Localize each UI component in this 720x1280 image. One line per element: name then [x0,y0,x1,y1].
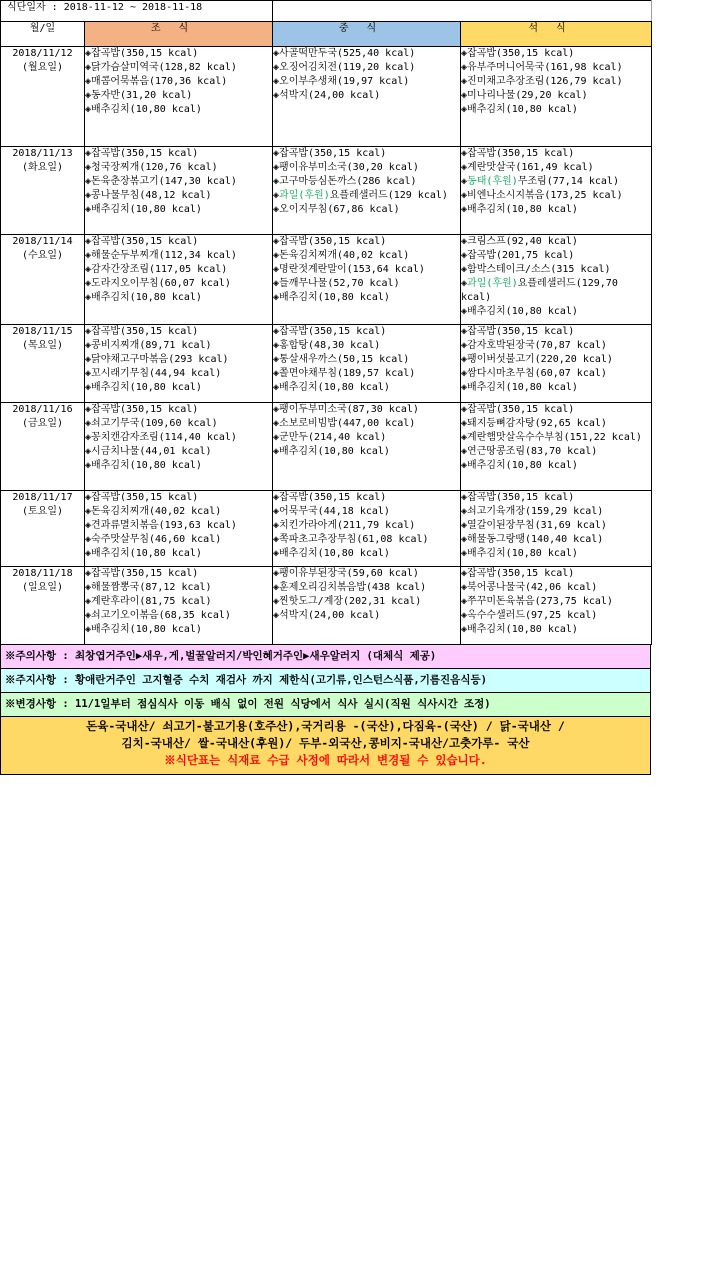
menu-item: ◈ 꼬시래기무침(44,94 kcal) [85,367,272,381]
period-cell [1,1,273,22]
lunch-header: 중식 [273,22,461,47]
menu-item: ◈ 배추김치(10,80 kcal) [461,203,651,217]
date-text: 2018/11/17 [12,492,73,503]
date-cell [1,325,85,403]
menu-item: ◈ 진미채고추장조림(126,79 kcal) [461,75,651,89]
menu-item: ◈ 잡곡밥(350,15 kcal) [461,567,651,581]
menu-item: ◈ 홍합탕(48,30 kcal) [273,339,460,353]
menu-item: ◈ 석박지(24,00 kcal) [273,89,460,103]
dinner-cell [461,47,652,147]
menu-item: ◈ 돼지등뼈감자탕(92,65 kcal) [461,417,651,431]
date-text: 2018/11/12 [12,48,73,59]
origin-warning: ※식단표는 식재료 수급 사정에 따라서 변경될 수 있습니다. [164,753,487,767]
menu-item: ◈ 돈육춘장볶고기(147,30 kcal) [85,175,272,189]
lunch-cell [273,403,461,491]
period-row [1,1,652,22]
weekday-text: (토요일) [21,506,64,517]
menu-item: ◈ 동자반(31,20 kcal) [85,89,272,103]
menu-item: ◈ 배추김치(10,80 kcal) [461,305,651,319]
weekday-text: (월요일) [21,62,64,73]
menu-item: ◈ 도라지오이무침(60,07 kcal) [85,277,272,291]
menu-item: ◈ 잡곡밥(350,15 kcal) [273,147,460,161]
date-cell [1,567,85,645]
menu-item: ◈ 쭈꾸미돈육볶음(273,75 kcal) [461,595,651,609]
day-row [1,147,652,235]
menu-item: ◈ 계란햄맛살옥수수부침(151,22 kcal) [461,431,651,445]
caution-note: ※주의사항 : 최창엽거주인▶새우,게,벌꿀알러지/박인혜거주인▶새우알러지 (대체식 제공) [0,645,651,669]
period-blank [273,1,652,22]
menu-item: ◈ 잡곡밥(350,15 kcal) [461,47,651,61]
menu-item: ◈ 배추김치(10,80 kcal) [85,203,272,217]
menu-item: ◈ 석박지(24,00 kcal) [273,609,460,623]
menu-item: ◈ 잡곡밥(350,15 kcal) [85,403,272,417]
menu-item: ◈ 사골떡만두국(525,40 kcal) [273,47,460,61]
menu-item: ◈ 계란후라이(81,75 kcal) [85,595,272,609]
weekday-text: (일요일) [21,582,64,593]
menu-item: ◈ 통살새우까스(50,15 kcal) [273,353,460,367]
date-text: 2018/11/15 [12,326,73,337]
dinner-cell [461,403,652,491]
breakfast-cell [85,147,273,235]
menu-item: ◈ 배추김치(10,80 kcal) [85,103,272,117]
dinner-header: 석식 [461,22,652,47]
menu-item: ◈ 쫄면야채무침(189,57 kcal) [273,367,460,381]
menu-item: ◈ 명란젓계란말이(153,64 kcal) [273,263,460,277]
change-note: ※변경사항 : 11/1일부터 점심식사 이동 배식 없이 전원 식당에서 식사 실시(직원 식사시간 조정) [0,693,651,717]
menu-item: ◈ 배추김치(10,80 kcal) [273,547,460,561]
menu-item: ◈ 과일(후원)요플레샐러드(129,70 kcal) [461,277,651,305]
date-text: 2018/11/13 [12,148,73,159]
menu-item: ◈ 북어콩나물국(42,06 kcal) [461,581,651,595]
period-range: 2018-11-12 ~ 2018-11-18 [63,2,203,13]
menu-item: ◈ 배추김치(10,80 kcal) [461,103,651,117]
lunch-cell [273,325,461,403]
lunch-cell [273,47,461,147]
menu-item: ◈ 연근땅콩조림(83,70 kcal) [461,445,651,459]
period-label: 식단일자 : [7,2,58,13]
menu-item: ◈ 배추김치(10,80 kcal) [461,623,651,637]
date-cell [1,47,85,147]
menu-item: ◈ 꽁치캔감자조림(114,40 kcal) [85,431,272,445]
origin-line-1: 돈육-국내산/ 쇠고기-불고기용(호주산),국거리용 -(국산),다짐육-(국산) / 닭-국내산 / [86,719,565,733]
dinner-cell [461,147,652,235]
weekday-text: (금요일) [21,418,64,429]
menu-item: ◈ 잡곡밥(350,15 kcal) [461,147,651,161]
menu-item: ◈ 쪽파초고추장무침(61,08 kcal) [273,533,460,547]
menu-item: ◈ 감자간장조림(117,05 kcal) [85,263,272,277]
menu-item: ◈ 돈육김치찌개(40,02 kcal) [85,505,272,519]
menu-item: ◈ 잡곡밥(350,15 kcal) [85,47,272,61]
menu-item: ◈ 들깨무나물(52,70 kcal) [273,277,460,291]
menu-item: ◈ 소보로비빔밥(447,00 kcal) [273,417,460,431]
lunch-cell [273,491,461,567]
dinner-cell [461,567,652,645]
date-cell [1,235,85,325]
menu-item: ◈ 잡곡밥(350,15 kcal) [461,491,651,505]
menu-item: ◈ 팽이유부미소국(30,20 kcal) [273,161,460,175]
menu-item: ◈ 배추김치(10,80 kcal) [85,381,272,395]
donated-ingredient: 과일(후원) [467,278,518,289]
breakfast-cell [85,567,273,645]
menu-item: ◈ 오이부추생채(19,97 kcal) [273,75,460,89]
menu-item: ◈ 동태(후원)무조림(77,14 kcal) [461,175,651,189]
day-row [1,47,652,147]
menu-item: ◈ 잡곡밥(350,15 kcal) [273,235,460,249]
menu-item: ◈ 열갈이된장무침(31,69 kcal) [461,519,651,533]
menu-item: ◈ 비엔나소시지볶음(173,25 kcal) [461,189,651,203]
breakfast-header: 조식 [85,22,273,47]
breakfast-cell [85,47,273,147]
dinner-cell [461,235,652,325]
menu-item: ◈ 팽이두부미소국(87,30 kcal) [273,403,460,417]
menu-item: ◈ 시금치나물(44,01 kcal) [85,445,272,459]
menu-item: ◈ 잡곡밥(350,15 kcal) [461,325,651,339]
menu-item: ◈ 오이지무침(67,86 kcal) [273,203,460,217]
menu-item: ◈ 쇠고기육개장(159,29 kcal) [461,505,651,519]
menu-item: ◈ 배추김치(10,80 kcal) [461,547,651,561]
menu-item: ◈ 과일(후원)요플레샐러드(129 kcal) [273,189,460,203]
dinner-cell [461,325,652,403]
weekday-text: (목요일) [21,340,64,351]
menu-item: ◈ 배추김치(10,80 kcal) [273,291,460,305]
menu-item: ◈ 배추김치(10,80 kcal) [85,547,272,561]
menu-item: ◈ 닭가슴살미역국(128,82 kcal) [85,61,272,75]
breakfast-cell [85,325,273,403]
menu-item: ◈ 미나리나물(29,20 kcal) [461,89,651,103]
notice-note: ※주지사항 : 황애란거주인 고지혈증 수치 재검사 까지 제한식(고기류,인스턴스식품,기름진음식등) [0,669,651,693]
donated-ingredient: 동태(후원) [467,176,518,187]
menu-item: ◈ 쇠고기오이볶음(68,35 kcal) [85,609,272,623]
menu-item: ◈ 계란맛살국(161,49 kcal) [461,161,651,175]
menu-item: ◈ 닭야채고구마볶음(293 kcal) [85,353,272,367]
menu-item: ◈ 배추김치(10,80 kcal) [273,381,460,395]
lunch-cell [273,567,461,645]
day-row [1,491,652,567]
menu-item: ◈ 배추김치(10,80 kcal) [461,381,651,395]
origin-box [0,717,651,775]
menu-item: ◈ 견과류멸치볶음(193,63 kcal) [85,519,272,533]
menu-item: ◈ 잡곡밥(350,15 kcal) [85,235,272,249]
weekday-text: (화요일) [21,162,64,173]
weekday-text: (수요일) [21,250,64,261]
menu-item: ◈ 유부주머니어묵국(161,98 kcal) [461,61,651,75]
menu-item: ◈ 감자호박된장국(70,87 kcal) [461,339,651,353]
header-row [1,22,652,47]
menu-item: ◈ 팽이버섯불고기(220,20 kcal) [461,353,651,367]
menu-item: ◈ 함박스테이크/소스(315 kcal) [461,263,651,277]
date-text: 2018/11/18 [12,568,73,579]
date-cell [1,403,85,491]
menu-table [0,0,652,645]
lunch-cell [273,147,461,235]
menu-item: ◈ 숙주맛살무침(46,60 kcal) [85,533,272,547]
donated-ingredient: 과일(후원) [279,190,330,201]
day-row [1,567,652,645]
menu-item: ◈ 잡곡밥(350,15 kcal) [85,147,272,161]
origin-line-2: 김치-국내산/ 쌀-국내산(후원)/ 두부-외국산,콩비지-국내산/고춧가루- 국산 [121,736,530,750]
day-rows [1,47,652,645]
day-row [1,325,652,403]
date-text: 2018/11/14 [12,236,73,247]
menu-item: ◈ 배추김치(10,80 kcal) [85,291,272,305]
menu-item: ◈ 잡곡밥(350,15 kcal) [85,567,272,581]
day-row [1,235,652,325]
menu-item: ◈ 잡곡밥(350,15 kcal) [85,491,272,505]
menu-item: ◈ 매콤어묵볶음(170,36 kcal) [85,75,272,89]
menu-item: ◈ 크림스프(92,40 kcal) [461,235,651,249]
menu-item: ◈ 찐핫도그/계장(202,31 kcal) [273,595,460,609]
date-cell [1,147,85,235]
date-cell [1,491,85,567]
menu-item: ◈ 잡곡밥(350,15 kcal) [85,325,272,339]
menu-item: ◈ 돈육김치찌개(40,02 kcal) [273,249,460,263]
breakfast-cell [85,491,273,567]
menu-item: ◈ 옥수수샐러드(97,25 kcal) [461,609,651,623]
menu-item: ◈ 해물동그랑땡(140,40 kcal) [461,533,651,547]
menu-item: ◈ 팽이유부된장국(59,60 kcal) [273,567,460,581]
breakfast-cell [85,403,273,491]
menu-item: ◈ 배추김치(10,80 kcal) [85,623,272,637]
date-text: 2018/11/16 [12,404,73,415]
menu-item: ◈ 고구마등심돈까스(286 kcal) [273,175,460,189]
menu-item: ◈ 잡곡밥(350,15 kcal) [461,403,651,417]
day-row [1,403,652,491]
menu-item: ◈ 오징어김치전(119,20 kcal) [273,61,460,75]
menu-item: ◈ 어묵무국(44,18 kcal) [273,505,460,519]
menu-item: ◈ 배추김치(10,80 kcal) [85,459,272,473]
menu-item: ◈ 쇠고기무국(109,60 kcal) [85,417,272,431]
menu-item: ◈ 쌈다시마초무침(60,07 kcal) [461,367,651,381]
lunch-cell [273,235,461,325]
menu-item: ◈ 콩비지찌개(89,71 kcal) [85,339,272,353]
menu-item: ◈ 훈제오리김치볶음밥(438 kcal) [273,581,460,595]
menu-item: ◈ 콩나물무침(48,12 kcal) [85,189,272,203]
menu-item: ◈ 군만두(214,40 kcal) [273,431,460,445]
breakfast-cell [85,235,273,325]
day-header: 월/일 [1,22,85,47]
menu-item: ◈ 해물순두부찌개(112,34 kcal) [85,249,272,263]
menu-item: ◈ 청국장찌개(120,76 kcal) [85,161,272,175]
menu-item: ◈ 배추김치(10,80 kcal) [273,445,460,459]
menu-item: ◈ 치킨가라아게(211,79 kcal) [273,519,460,533]
menu-item: ◈ 잡곡밥(350,15 kcal) [273,491,460,505]
menu-item: ◈ 배추김치(10,80 kcal) [461,459,651,473]
menu-item: ◈ 잡곡밥(201,75 kcal) [461,249,651,263]
menu-item: ◈ 잡곡밥(350,15 kcal) [273,325,460,339]
menu-item: ◈ 해물짬뽕국(87,12 kcal) [85,581,272,595]
dinner-cell [461,491,652,567]
